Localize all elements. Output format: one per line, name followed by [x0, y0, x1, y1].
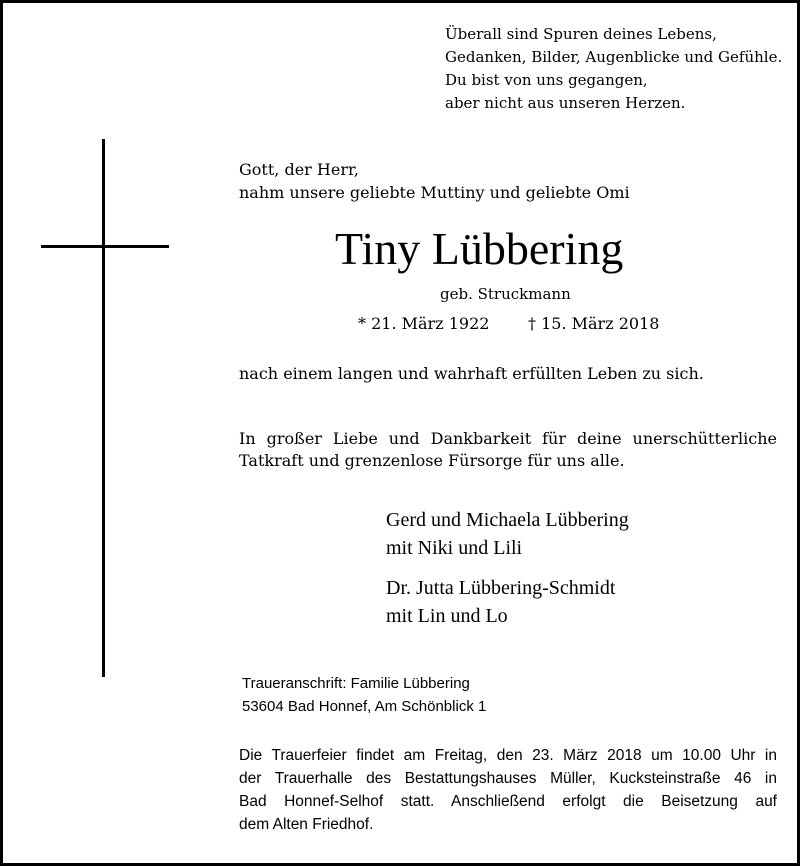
mourner-group	[386, 506, 629, 562]
address-line: 53604 Bad Honnef, Am Schönblick 1	[242, 698, 487, 715]
poem-line: Gedanken, Bilder, Augenblicke und Gefühle.	[445, 48, 783, 66]
deceased-name: Tiny Lübbering	[335, 223, 624, 274]
birth-date: * 21. März 1922	[358, 314, 490, 333]
gratitude-text	[239, 428, 777, 472]
mourning-address	[242, 672, 486, 718]
gratitude-line: In großer Liebe und Dankbarkeit für deine unerschütterliche	[239, 429, 777, 448]
death-date: † 15. März 2018	[528, 314, 660, 333]
maiden-name: geb. Struckmann	[440, 285, 571, 303]
intro-text	[239, 158, 630, 204]
address-line: Traueranschrift: Familie Lübbering	[242, 675, 470, 692]
funeral-service-info	[239, 744, 777, 836]
mourner-name: Gerd und Michaela Lübbering	[386, 509, 629, 531]
gratitude-line: Tatkraft und grenzenlose Fürsorge für uns alle.	[239, 451, 625, 470]
service-line: dem Alten Friedhof.	[239, 816, 374, 833]
poem-line: aber nicht aus unseren Herzen.	[445, 94, 686, 112]
life-text: nach einem langen und wahrhaft erfüllten Leben zu sich.	[239, 364, 704, 383]
service-line: der Trauerhalle des Bestattungshauses Müller, Kucksteinstraße 46 in	[239, 770, 777, 787]
intro-line: Gott, der Herr,	[239, 160, 359, 179]
mourner-children: mit Lin und Lo	[386, 605, 508, 627]
poem-line: Du bist von uns gegangen,	[445, 71, 648, 89]
mourner-name: Dr. Jutta Lübbering-Schmidt	[386, 577, 616, 599]
service-line: Die Trauerfeier findet am Freitag, den 23. März 2018 um 10.00 Uhr in	[239, 747, 777, 764]
poem-line: Überall sind Spuren deines Lebens,	[445, 25, 717, 43]
memorial-poem	[445, 23, 782, 115]
cross-icon-horizontal-bar	[41, 245, 169, 248]
intro-line: nahm unsere geliebte Muttiny und geliebte Omi	[239, 183, 630, 202]
service-line: Bad Honnef-Selhof statt. Anschließend erfolgt die Beisetzung auf	[239, 793, 777, 810]
mourner-group	[386, 574, 615, 630]
mourner-children: mit Niki und Lili	[386, 537, 523, 559]
cross-icon-vertical-bar	[102, 139, 105, 677]
